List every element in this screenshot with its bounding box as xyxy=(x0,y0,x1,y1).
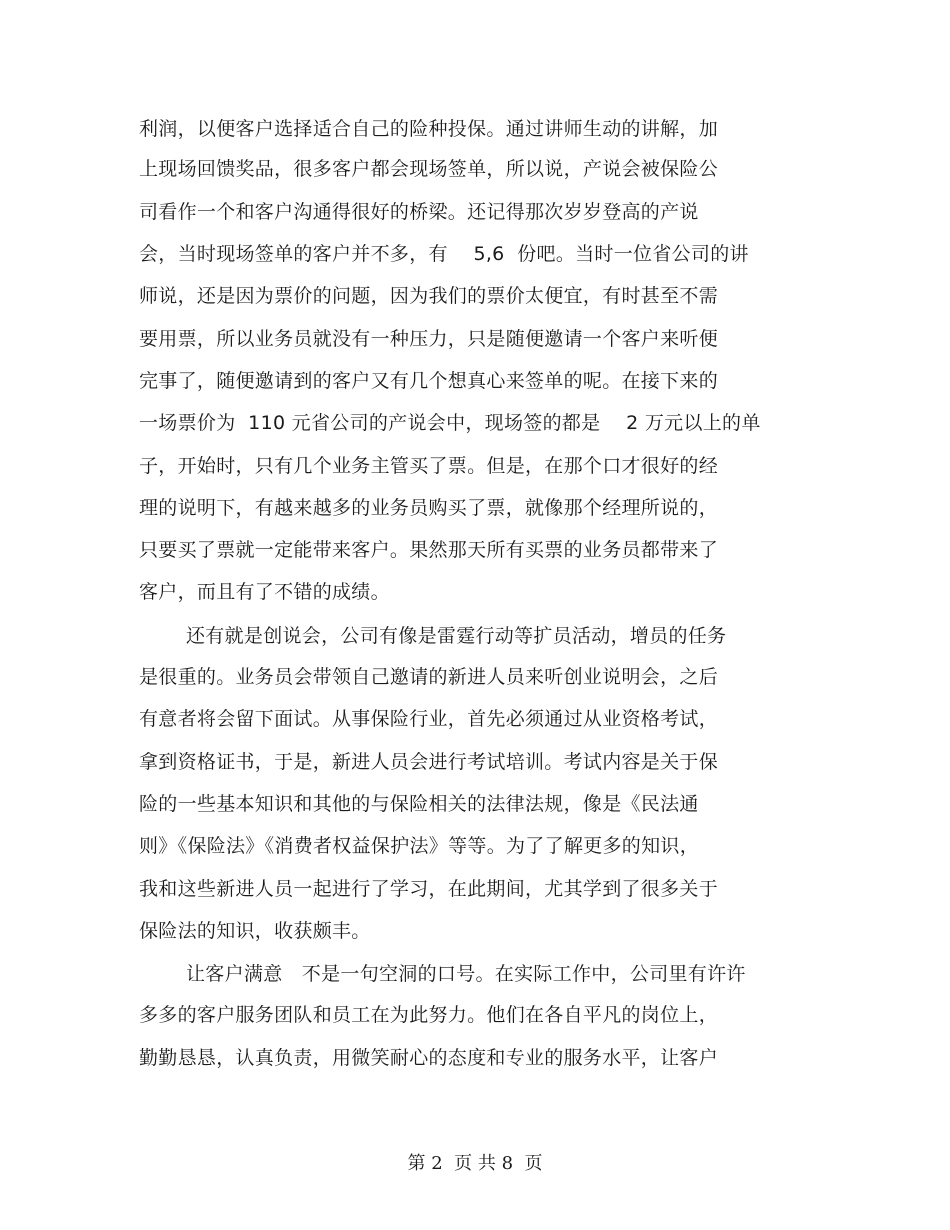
text-line: 上现场回馈奖品，很多客户都会现场签单，所以说，产说会被保险公 xyxy=(139,158,719,180)
text-line: 理的说明下，有越来越多的业务员购买了票，就像那个经理所说的， xyxy=(139,497,719,519)
text-line: 保险法的知识，收获颇丰。 xyxy=(139,920,371,942)
text-line: 只要买了票就一定能带来客户。果然那天所有买票的业务员都带来了 xyxy=(139,539,719,561)
text-line: 子，开始时，只有几个业务主管买了票。但是，在那个口才很好的经 xyxy=(139,455,719,477)
text-line: 有意者将会留下面试。从事保险行业，首先必须通过从业资格考试， xyxy=(139,708,719,730)
text-line: 司看作一个和客户沟通得很好的桥梁。还记得那次岁岁登高的产说 xyxy=(139,201,699,223)
text-line: 拿到资格证书，于是，新进人员会进行考试培训。考试内容是关于保 xyxy=(139,751,719,773)
page-number-footer: 第 2 页 共 8 页 xyxy=(407,1153,543,1174)
text-line: 一场票价为 110 元省公司的产说会中，现场签的都是 2 万元以上的单 xyxy=(139,412,761,434)
paragraph-first-line: 让客户满意 不是一句空洞的口号。在实际工作中，公司里有许许 xyxy=(186,963,746,985)
text-line: 险的一些基本知识和其他的与保险相关的法律法规，像是《民法通 xyxy=(139,793,699,815)
text-line: 会，当时现场签单的客户并不多，有 5,6 份吧。当时一位省公司的讲 xyxy=(139,243,749,265)
text-line: 利润，以便客户选择适合自己的险种投保。通过讲师生动的讲解，加 xyxy=(139,118,719,140)
paragraph-first-line: 还有就是创说会，公司有像是雷霆行动等扩员活动，增员的任务 xyxy=(186,625,727,647)
text-line: 完事了，随便邀请到的客户又有几个想真心来签单的呢。在接下来的 xyxy=(139,370,719,392)
text-line: 要用票，所以业务员就没有一种压力，只是随便邀请一个客户来听便 xyxy=(139,328,719,350)
text-line: 勤勤恳恳，认真负责，用微笑耐心的态度和专业的服务水平，让客户 xyxy=(139,1047,719,1069)
text-line: 我和这些新进人员一起进行了学习，在此期间，尤其学到了很多关于 xyxy=(139,878,719,900)
text-line: 则》《保险法》《消费者权益保护法》等等。为了了解更多的知识， xyxy=(139,835,700,857)
text-line: 师说，还是因为票价的问题，因为我们的票价太便宜，有时甚至不需 xyxy=(139,285,719,307)
text-line: 是很重的。业务员会带领自己邀请的新进人员来听创业说明会，之后 xyxy=(139,666,719,688)
text-line: 客户，而且有了不错的成绩。 xyxy=(139,581,390,603)
text-line: 多多的客户服务团队和员工在为此努力。他们在各自平凡的岗位上， xyxy=(139,1004,719,1026)
